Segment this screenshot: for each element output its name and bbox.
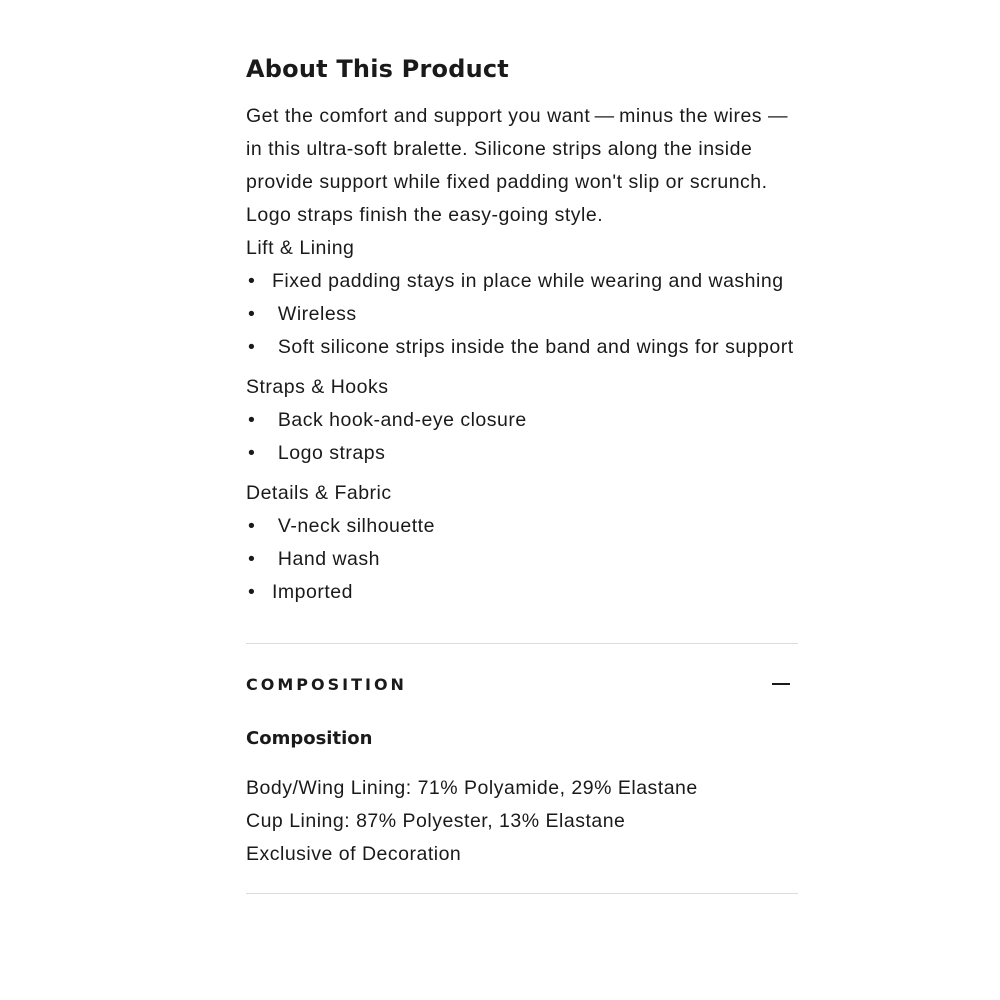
section-label-details-fabric: Details & Fabric — [246, 482, 392, 504]
section-label-lift-lining: Lift & Lining — [246, 237, 355, 259]
bullet-list-lift-lining — [246, 265, 798, 364]
list-item-text: Logo straps — [272, 442, 386, 464]
product-details-panel — [246, 52, 798, 894]
list-item — [246, 510, 798, 543]
bullet-icon: • — [248, 581, 256, 603]
composition-lines — [246, 772, 798, 871]
bullet-list-straps-hooks — [246, 404, 798, 470]
list-item — [246, 437, 798, 470]
list-item-text: Back hook-and-eye closure — [272, 409, 527, 431]
bullet-icon: • — [248, 515, 256, 537]
bullet-icon: • — [248, 442, 256, 464]
section-label-straps-hooks: Straps & Hooks — [246, 376, 389, 398]
list-item — [246, 298, 798, 331]
bullet-icon: • — [248, 409, 256, 431]
composition-line: Cup Lining: 87% Polyester, 13% Elastane — [246, 810, 626, 832]
composition-accordion-title: COMPOSITION — [246, 674, 407, 694]
list-item-text: Hand wash — [272, 548, 380, 570]
composition-heading: Composition — [246, 728, 373, 749]
list-item-text: Wireless — [272, 303, 357, 325]
about-title: About This Product — [246, 55, 509, 83]
list-item — [246, 404, 798, 437]
bullet-list-details-fabric — [246, 510, 798, 609]
bullet-icon: • — [248, 548, 256, 570]
composition-accordion-header[interactable] — [246, 644, 798, 724]
divider — [246, 893, 798, 894]
list-item-text: Imported — [272, 581, 353, 603]
list-item — [246, 576, 798, 609]
bullet-icon: • — [248, 336, 256, 358]
bullet-icon: • — [248, 303, 256, 325]
list-item-text: Soft silicone strips inside the band and wings for support — [272, 336, 794, 358]
list-item-text: V-neck silhouette — [272, 515, 435, 537]
composition-line: Body/Wing Lining: 71% Polyamide, 29% Elastane — [246, 777, 698, 799]
list-item — [246, 543, 798, 576]
composition-line: Exclusive of Decoration — [246, 843, 462, 865]
minus-icon[interactable] — [772, 683, 790, 685]
list-item — [246, 265, 798, 298]
product-description: Get the comfort and support you want — minus the wires — in this ultra-soft bralette. Silicone strips along the inside provide support while fixed padding won't slip or scrunch. Logo straps finish the easy-going style. — [246, 105, 793, 226]
composition-panel — [246, 724, 798, 871]
bullet-icon: • — [248, 270, 256, 292]
list-item — [246, 331, 798, 364]
list-item-text: Fixed padding stays in place while wearing and washing — [272, 270, 784, 292]
